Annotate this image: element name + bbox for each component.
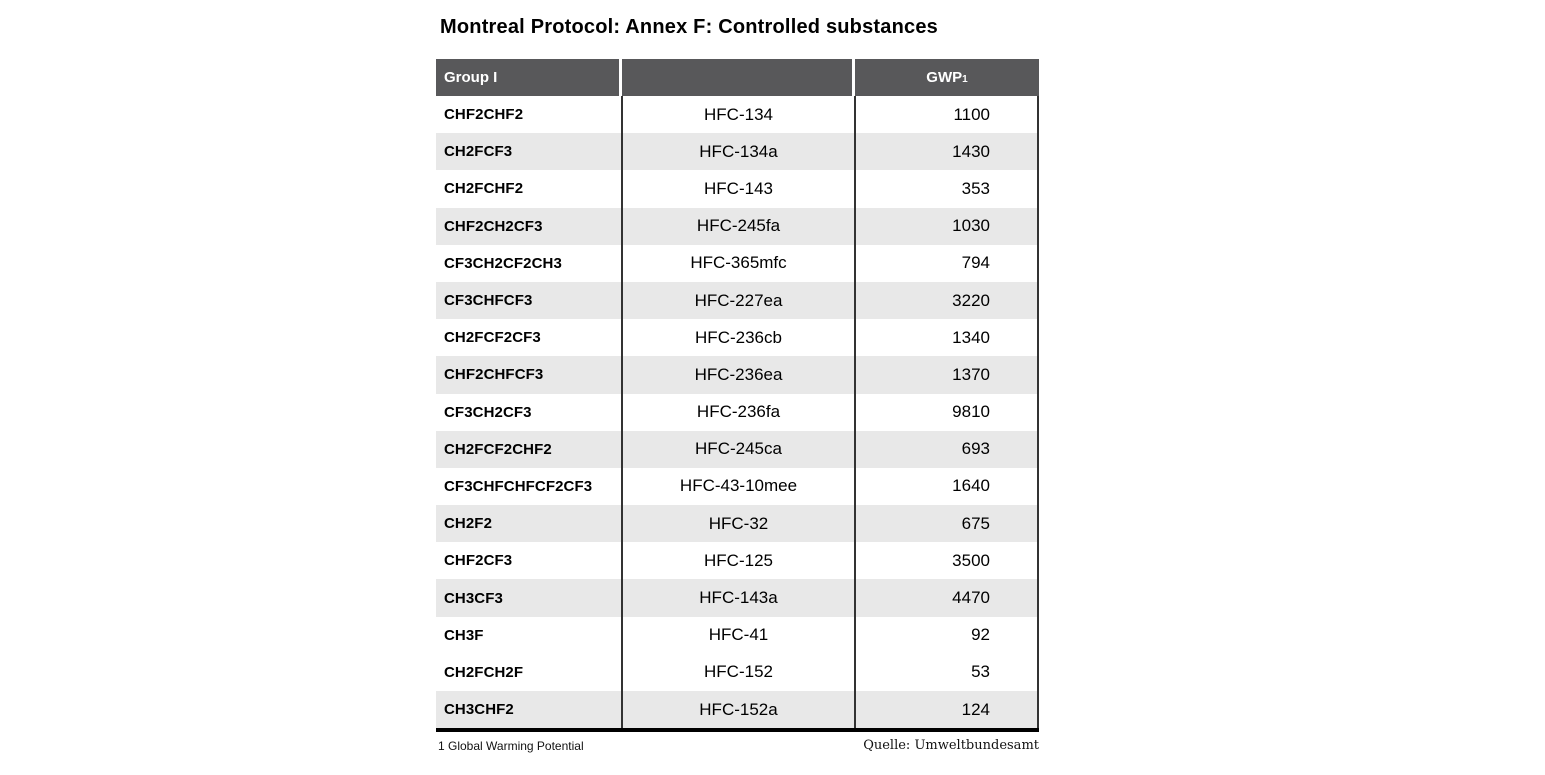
formula-cell: CHF2CF3 [436,542,623,579]
gwp-value-cell: 1370 [856,356,1039,393]
table-body [436,96,1039,732]
table-row [436,617,1039,654]
formula-cell: CHF2CHFCF3 [436,356,623,393]
substance-name-cell: HFC-245fa [623,208,856,245]
gwp-value-cell: 1100 [856,96,1039,133]
table-row [436,654,1039,691]
formula-cell: CF3CH2CF3 [436,394,623,431]
gwp-value-cell: 53 [856,654,1039,691]
table-row [436,691,1039,728]
header-cell-gwp: GWP $_1$ [855,59,1039,96]
table-row [436,96,1039,133]
gwp-value-cell: 1640 [856,468,1039,505]
formula-cell: CH3CF3 [436,579,623,616]
gwp-value-cell: 92 [856,617,1039,654]
formula-cell: CH3CHF2 [436,691,623,728]
substance-name-cell: HFC-152a [623,691,856,728]
substance-name-cell: HFC-41 [623,617,856,654]
substance-name-cell: HFC-236fa [623,394,856,431]
gwp-value-cell: 353 [856,170,1039,207]
formula-cell: CHF2CH2CF3 [436,208,623,245]
table-row [436,356,1039,393]
gwp-label: GWP [926,69,963,86]
table-row [436,431,1039,468]
formula-cell: CH2FCHF2 [436,170,623,207]
gwp-value-cell: 1030 [856,208,1039,245]
substance-name-cell: HFC-236cb [623,319,856,356]
table-row [436,208,1039,245]
formula-cell: CH2FCF2CHF2 [436,431,623,468]
substance-name-cell: HFC-152 [623,654,856,691]
substance-name-cell: HFC-143a [623,579,856,616]
gwp-value-cell: 794 [856,245,1039,282]
formula-cell: CH3F [436,617,623,654]
table-row [436,282,1039,319]
substance-name-cell: HFC-236ea [623,356,856,393]
substance-name-cell: HFC-32 [623,505,856,542]
gwp-value-cell: 3500 [856,542,1039,579]
formula-cell: CF3CHFCHFCF2CF3 [436,468,623,505]
formula-cell: CH2FCF3 [436,133,623,170]
table-row [436,319,1039,356]
gwp-value-cell: 1430 [856,133,1039,170]
substance-name-cell: HFC-227ea [623,282,856,319]
substance-name-cell: HFC-365mfc [623,245,856,282]
table-header-row [436,59,1039,96]
formula-cell: CF3CH2CF2CH3 [436,245,623,282]
gwp-value-cell: 124 [856,691,1039,728]
substance-name-cell: HFC-134 [623,96,856,133]
table-row [436,170,1039,207]
page-title: Montreal Protocol: Annex F: Controlled substances [440,16,938,38]
formula-cell: CHF2CHF2 [436,96,623,133]
formula-cell: CF3CHFCF3 [436,282,623,319]
substance-name-cell: HFC-43-10mee [623,468,856,505]
footnote: 1 Global Warming Potential [438,739,584,753]
header-cell-empty [622,59,852,96]
gwp-value-cell: 3220 [856,282,1039,319]
gwp-value-cell: 9810 [856,394,1039,431]
substance-name-cell: HFC-134a [623,133,856,170]
table-row [436,579,1039,616]
formula-cell: CH2F2 [436,505,623,542]
substance-name-cell: HFC-143 [623,170,856,207]
gwp-value-cell: 675 [856,505,1039,542]
source-credit: Quelle: Umweltbundesamt [863,738,1039,753]
substances-table [436,59,1039,732]
gwp-value-cell: 693 [856,431,1039,468]
table-row [436,468,1039,505]
formula-cell: CH2FCF2CF3 [436,319,623,356]
table-row [436,505,1039,542]
substance-name-cell: HFC-245ca [623,431,856,468]
table-row [436,394,1039,431]
gwp-value-cell: 1340 [856,319,1039,356]
table-row [436,245,1039,282]
header-cell-group: Group I [436,59,619,96]
table-row [436,542,1039,579]
table-row [436,133,1039,170]
formula-cell: CH2FCH2F [436,654,623,691]
gwp-value-cell: 4470 [856,579,1039,616]
substance-name-cell: HFC-125 [623,542,856,579]
